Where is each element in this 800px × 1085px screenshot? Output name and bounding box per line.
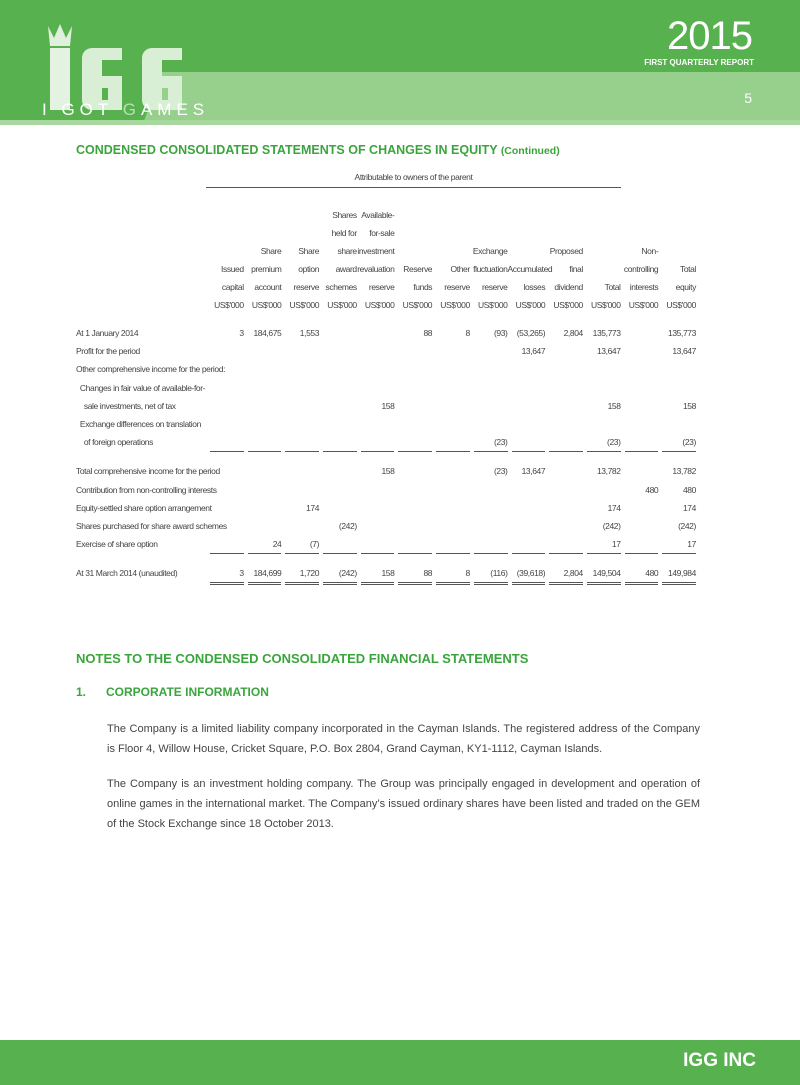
cell-value: (39,618) bbox=[516, 568, 546, 579]
column-header: Exchange bbox=[472, 246, 508, 256]
row-label: Contribution from non-controlling interests bbox=[76, 484, 217, 495]
cell-value: (23) bbox=[607, 437, 621, 448]
double-underline bbox=[206, 582, 700, 585]
group-header: Attributable to owners of the parent bbox=[206, 172, 621, 188]
column-header: US$'000 bbox=[364, 300, 395, 310]
single-underline bbox=[206, 553, 700, 554]
column-header: premium bbox=[251, 264, 282, 274]
column-header: held for bbox=[331, 228, 357, 238]
cell-value: 13,782 bbox=[672, 466, 696, 477]
cell-value: 135,773 bbox=[668, 328, 696, 339]
cell-value: 13,647 bbox=[672, 346, 696, 357]
notes-title: NOTES TO THE CONDENSED CONSOLIDATED FINANCIAL STATEMENTS bbox=[76, 651, 529, 666]
cell-value: 24 bbox=[272, 539, 282, 550]
row-label: Equity-settled share option arrangement bbox=[76, 502, 212, 513]
column-header: capital bbox=[221, 282, 244, 292]
column-header: schemes bbox=[325, 282, 357, 292]
column-header: Issued bbox=[221, 264, 244, 274]
row-label: Changes in fair value of available-for- bbox=[76, 382, 206, 393]
column-header: interests bbox=[629, 282, 659, 292]
column-header: US$'000 bbox=[628, 300, 659, 310]
cell-value: 17 bbox=[611, 539, 621, 550]
column-header: US$'000 bbox=[515, 300, 546, 310]
cell-value: (93) bbox=[493, 328, 508, 339]
cell-value: 480 bbox=[682, 484, 696, 495]
cell-value: 3 bbox=[239, 328, 244, 339]
table-row bbox=[76, 517, 700, 535]
column-header: share bbox=[337, 246, 357, 256]
equity-table bbox=[76, 172, 700, 585]
column-header: Total bbox=[604, 282, 621, 292]
column-header: dividend bbox=[554, 282, 583, 292]
table-row bbox=[76, 360, 700, 378]
cell-value: 149,984 bbox=[668, 568, 696, 579]
statement-title bbox=[76, 143, 560, 157]
column-header: US$'000 bbox=[553, 300, 583, 310]
header-band bbox=[140, 72, 800, 125]
cell-value: 158 bbox=[682, 400, 696, 411]
column-header: US$'000 bbox=[327, 300, 357, 310]
title-suffix: (Continued) bbox=[500, 145, 560, 157]
column-header: Share bbox=[298, 246, 320, 256]
row-label: Total comprehensive income for the period bbox=[76, 466, 220, 477]
cell-value: 1,720 bbox=[299, 568, 320, 579]
column-header: revaluation bbox=[357, 264, 395, 274]
column-header: funds bbox=[413, 282, 433, 292]
cell-value: (242) bbox=[678, 520, 696, 531]
column-header: option bbox=[298, 264, 320, 274]
table-row bbox=[76, 535, 700, 553]
paragraph: The Company is an investment holding company. The Group was principally engaged in development and operation of online games in the international market. The Company’s issued ordinary shares have been listed and traded on the GEM of the Stock Exchange since 18 October 2013. bbox=[107, 778, 700, 830]
cell-value: 158 bbox=[381, 568, 395, 579]
column-header: for-sale bbox=[369, 228, 395, 238]
cell-value: 3 bbox=[239, 568, 244, 579]
row-label: Exchange differences on translation bbox=[76, 419, 201, 430]
column-header: Reserve bbox=[403, 264, 433, 274]
section-title: CORPORATE INFORMATION bbox=[106, 685, 269, 699]
column-header: reserve bbox=[481, 282, 508, 292]
column-header: US$'000 bbox=[666, 300, 696, 310]
cell-value: 17 bbox=[687, 539, 696, 550]
page-footer bbox=[0, 1040, 800, 1085]
column-header: equity bbox=[675, 282, 696, 292]
row-label: At 1 January 2014 bbox=[76, 328, 139, 339]
cell-value: 480 bbox=[645, 484, 659, 495]
row-label: At 31 March 2014 (unaudited) bbox=[76, 568, 178, 579]
column-header: Available- bbox=[361, 210, 395, 220]
column-header: investment bbox=[357, 246, 395, 256]
cell-value: 13,647 bbox=[521, 466, 546, 477]
cell-value: 174 bbox=[306, 502, 320, 513]
company-name: IGG INC bbox=[683, 1050, 756, 1071]
table-row bbox=[76, 397, 700, 415]
column-header: US$'000 bbox=[289, 300, 320, 310]
table-row bbox=[76, 499, 700, 517]
column-header: losses bbox=[523, 282, 546, 292]
cell-value: 1,553 bbox=[299, 328, 320, 339]
header-row bbox=[76, 296, 700, 314]
cell-value: 184,675 bbox=[253, 328, 282, 339]
cell-value: 158 bbox=[381, 466, 395, 477]
cell-value: 88 bbox=[423, 328, 433, 339]
title-text: CONDENSED CONSOLIDATED STATEMENTS OF CHANGES IN EQUITY bbox=[76, 143, 498, 157]
column-header: Accumulated bbox=[507, 264, 553, 274]
table-row bbox=[76, 342, 700, 360]
column-header: account bbox=[254, 282, 282, 292]
column-header: final bbox=[569, 264, 583, 274]
cell-value: 149,504 bbox=[592, 568, 621, 579]
row-label: Profit for the period bbox=[76, 346, 140, 357]
table-row bbox=[76, 564, 700, 582]
cell-value: (116) bbox=[490, 568, 508, 579]
row-label: Exercise of share option bbox=[76, 539, 158, 550]
header-row bbox=[76, 260, 700, 278]
row-label: of foreign operations bbox=[76, 437, 153, 448]
table-row bbox=[76, 433, 700, 451]
cell-value: (23) bbox=[493, 466, 508, 477]
table-row bbox=[76, 481, 700, 499]
table-row bbox=[76, 415, 700, 433]
cell-value: 13,647 bbox=[596, 346, 621, 357]
cell-value: 158 bbox=[607, 400, 621, 411]
paragraph: The Company is a limited liability company incorporated in the Cayman Islands. The registered address of the Company is Floor 4, Willow House, Cricket Square, P.O. Box 2804, Grand Cayman, KY1-1112, Cayman Islands. bbox=[107, 723, 700, 755]
cell-value: 2,804 bbox=[563, 568, 583, 579]
column-headers bbox=[76, 188, 700, 314]
cell-value: (242) bbox=[338, 568, 357, 579]
column-header: Other bbox=[450, 264, 470, 274]
page-header bbox=[0, 0, 800, 125]
cell-value: 174 bbox=[607, 502, 621, 513]
cell-value: 2,804 bbox=[563, 328, 583, 339]
logo-tagline: I GOT GAMES bbox=[42, 100, 210, 119]
column-header: Proposed bbox=[549, 246, 583, 256]
column-header: controlling bbox=[623, 264, 659, 274]
cell-value: 135,773 bbox=[592, 328, 621, 339]
header-row bbox=[76, 242, 700, 260]
header-row bbox=[76, 224, 700, 242]
cell-value: 174 bbox=[682, 502, 696, 513]
header-row bbox=[76, 206, 700, 224]
column-header: Total bbox=[679, 264, 696, 274]
cell-value: (23) bbox=[682, 437, 696, 448]
cell-value: 184,699 bbox=[253, 568, 282, 579]
cell-value: 480 bbox=[645, 568, 659, 579]
cell-value: (242) bbox=[602, 520, 621, 531]
column-header: fluctuation bbox=[473, 264, 508, 274]
single-underline bbox=[206, 451, 700, 452]
header-row bbox=[76, 278, 700, 296]
report-name: FIRST QUARTERLY REPORT bbox=[644, 58, 754, 67]
column-header: US$'000 bbox=[440, 300, 470, 310]
section-heading bbox=[76, 685, 269, 699]
cell-value: 158 bbox=[381, 400, 395, 411]
column-header: US$'000 bbox=[251, 300, 282, 310]
cell-value: 88 bbox=[423, 568, 433, 579]
cell-value: (242) bbox=[338, 520, 357, 531]
table-row bbox=[76, 462, 700, 480]
section-number: 1. bbox=[76, 685, 87, 699]
table-row bbox=[76, 379, 700, 397]
table-body bbox=[76, 314, 700, 585]
cell-value: 8 bbox=[465, 328, 470, 339]
column-header: reserve bbox=[444, 282, 470, 292]
column-header: US$'000 bbox=[477, 300, 508, 310]
row-label: Other comprehensive income for the period: bbox=[76, 364, 226, 375]
column-header: award bbox=[335, 264, 357, 274]
cell-value: (23) bbox=[493, 437, 508, 448]
column-header: Non- bbox=[641, 246, 659, 256]
row-label: Shares purchased for share award schemes bbox=[76, 520, 227, 531]
row-label: sale investments, net of tax bbox=[76, 400, 176, 411]
header-row bbox=[76, 188, 700, 206]
cell-value: 13,647 bbox=[521, 346, 546, 357]
header-stripe bbox=[0, 120, 800, 125]
column-header: reserve bbox=[293, 282, 320, 292]
column-header: US$'000 bbox=[214, 300, 244, 310]
page-number: 5 bbox=[744, 90, 752, 106]
cell-value: (53,265) bbox=[516, 328, 546, 339]
table-row bbox=[76, 324, 700, 342]
cell-value: 8 bbox=[465, 568, 470, 579]
cell-value: (7) bbox=[309, 539, 320, 550]
column-header: reserve bbox=[368, 282, 395, 292]
column-header: US$'000 bbox=[402, 300, 433, 310]
cell-value: 13,782 bbox=[596, 466, 621, 477]
column-header: US$'000 bbox=[591, 300, 621, 310]
column-header: Share bbox=[260, 246, 282, 256]
column-header: Shares bbox=[332, 210, 357, 220]
report-year: 2015 bbox=[667, 14, 752, 58]
